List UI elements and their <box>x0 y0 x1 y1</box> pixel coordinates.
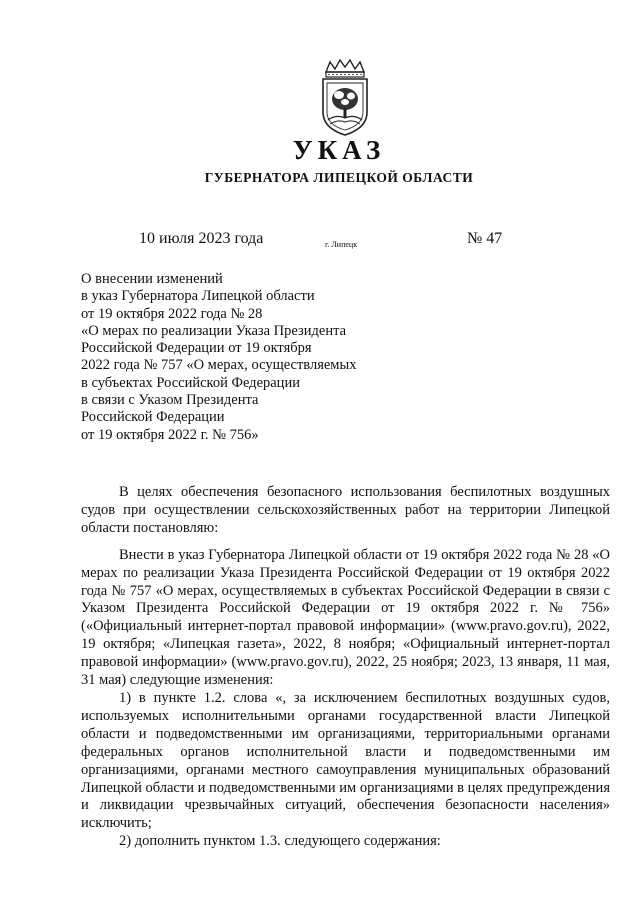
heading-line: «О мерах по реализации Указа Президента <box>81 322 347 339</box>
heading-line: Российской Федерации <box>81 409 225 426</box>
decree-number: № 47 <box>467 230 503 247</box>
heading-line: в связи с Указом Президента <box>81 392 259 409</box>
heading-line: в указ Губернатора Липецкой области <box>81 288 315 305</box>
heading-line: от 19 октября 2022 года № 28 <box>81 305 263 322</box>
body-paragraph-amendment: Внести в указ Губернатора Липецкой области от 19 октября 2022 года № 28 «О мерах по реализации Указа Президента Российской Федерации от 19 октября 2022 года № 757 «О мерах, осуществляемых в субъектах Российской Федерации в связи с Указом Президента Российской Федерации от 19 октября 2022 г. № 756» («Официальный интернет-портал правовой информации» (www.pravo.gov.ru), 2022, 19 октября; «Липецкая газета», 2022, 8 ноября; «Официальный интернет-портал правовой информации» (www.pravo.gov.ru), 2022, 25 ноября; 2023, 13 января, 11 мая, 31 мая) следующие изменения: <box>81 546 610 689</box>
document-title: УКАЗ <box>292 135 386 165</box>
lipetsk-coat-of-arms-icon <box>318 58 372 136</box>
decree-date: 10 июля 2023 года <box>139 230 264 247</box>
decree-city: г. Липецк <box>325 240 358 249</box>
heading-line: Российской Федерации от 19 октября <box>81 340 312 357</box>
decree-heading <box>81 271 401 444</box>
body-paragraph-item-1: 1) в пункте 1.2. слова «, за исключением беспилотных воздушных судов, используемых исполнительными органами государственной власти Липецкой области и подведомственными им организациями, территориальными органами федеральных органов исполнительной власти и подведомственными им организациями, органами местного самоуправления муниципальных образований Липецкой области и подведомственными им организациями в целях предупреждения и ликвидации чрезвычайных ситуаций, обеспечения безопасности населения» исключить; <box>81 689 610 832</box>
decree-body <box>81 484 610 851</box>
document-subtitle: ГУБЕРНАТОРА ЛИПЕЦКОЙ ОБЛАСТИ <box>204 170 474 185</box>
heading-line: в субъектах Российской Федерации <box>81 374 300 391</box>
body-paragraph-item-2: 2) дополнить пунктом 1.3. следующего содержания: <box>119 833 441 850</box>
heading-line: 2022 года № 757 «О мерах, осуществляемых <box>81 357 357 374</box>
heading-line: от 19 октября 2022 г. № 756» <box>81 426 259 443</box>
body-paragraph-preamble: В целях обеспечения безопасного использования беспилотных воздушных судов при осуществлении сельскохозяйственных работ на территории Липецкой области постановляю: <box>81 484 610 536</box>
heading-line: О внесении изменений <box>81 271 223 287</box>
